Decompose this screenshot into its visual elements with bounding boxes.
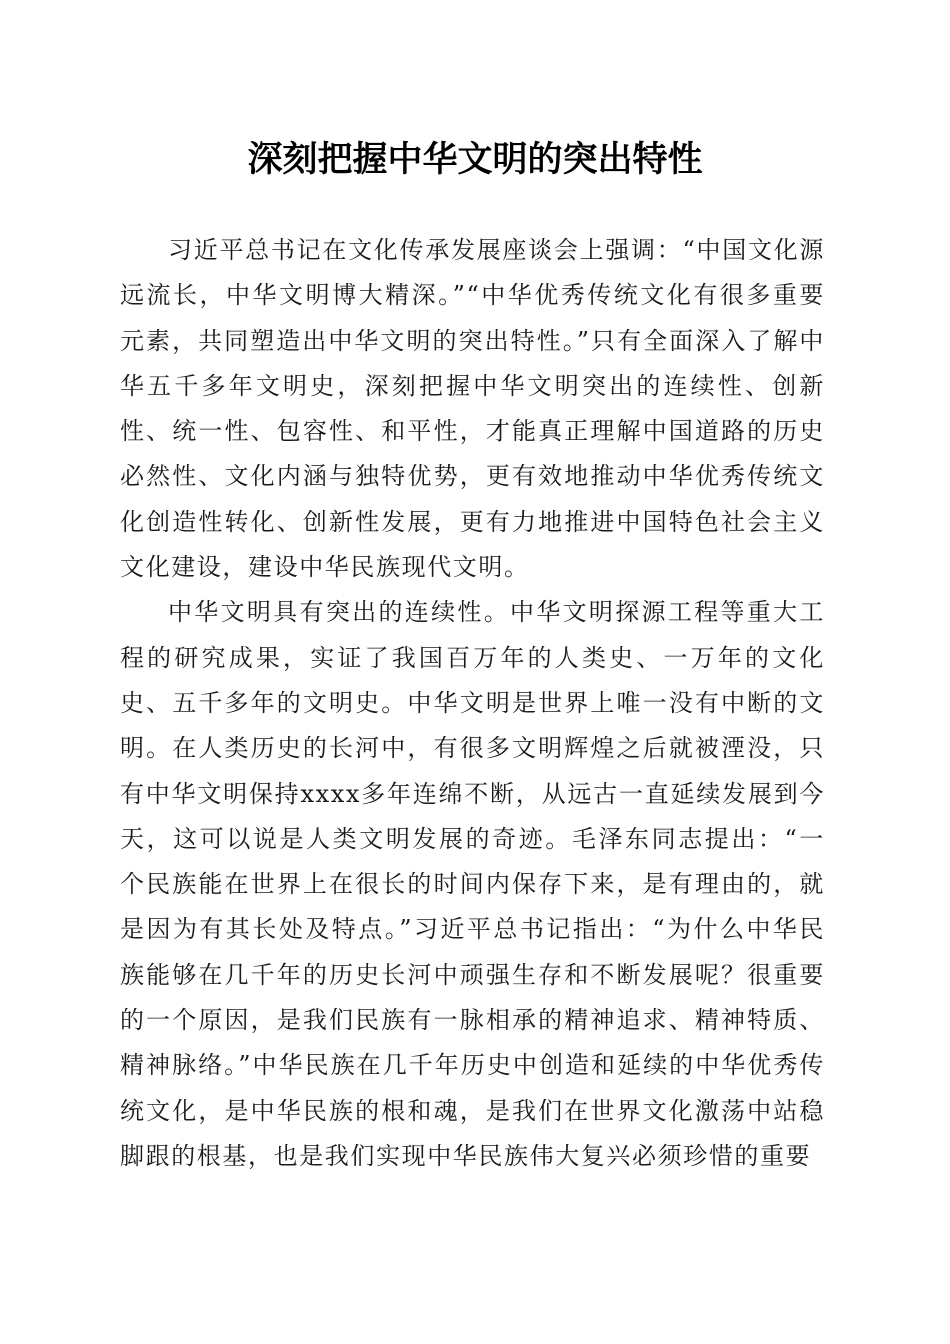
document-title: 深刻把握中华文明的突出特性 <box>247 139 703 180</box>
document-body <box>120 228 825 1179</box>
paragraph-1: 习近平总书记在文化传承发展座谈会上强调：“中国文化源远流长，中华文明博大精深。”“中华优秀传统文化有很多重要元素，共同塑造出中华文明的突出特性。”只有全面深入了解中华五千多年文明史，深刻把握中华文明突出的连续性、创新性、统一性、包容性、和平性，才能真正理解中国道路的历史必然性、文化内涵与独特优势，更有效地推动中华优秀传统文化创造性转化、创新性发展，更有力地推进中国特色社会主义文化建设，建设中华民族现代文明。 <box>120 236 825 582</box>
paragraph-2: 中华文明具有突出的连续性。中华文明探源工程等重大工程的研究成果，实证了我国百万年的人类史、一万年的文化史、五千多年的文明史。中华文明是世界上唯一没有中断的文明。在人类历史的长河中，有很多文明辉煌之后就被湮没，只有中华文明保持xxxx多年连绵不断，从远古一直延续发展到今天，这可以说是人类文明发展的奇迹。毛泽东同志提出：“一个民族能在世界上在很长的时间内保存下来，是有理由的，就是因为有其长处及特点。”习近平总书记指出：“为什么中华民族能够在几千年的历史长河中顽强生存和不断发展呢？很重要的一个原因，是我们民族有一脉相承的精神追求、精神特质、精神脉络。”中华民族在几千年历史中创造和延续的中华优秀传统文化，是中华民族的根和魂，是我们在世界文化激荡中站稳脚跟的根基，也是我们实现中华民族伟大复兴必须珍惜的重要 <box>120 598 825 1170</box>
